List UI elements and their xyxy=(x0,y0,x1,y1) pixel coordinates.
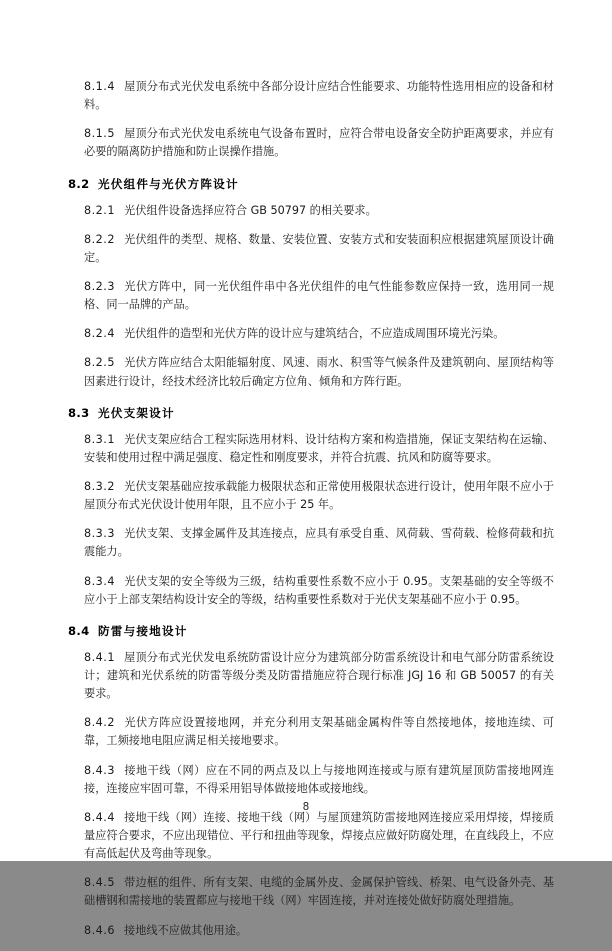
clause-number: 8.2.1 xyxy=(84,203,115,217)
clause-text: 屋顶分布式光伏发电系统中各部分设计应结合性能要求、功能特性选用相应的设备和材料。 xyxy=(84,80,554,112)
section-heading xyxy=(62,623,554,639)
clause-text: 屋顶分布式光伏发电系统电气设备布置时，应符合带电设备安全防护距离要求，并应有必要的隔离防护措施和防止误操作措施。 xyxy=(84,127,554,159)
clause-paragraph xyxy=(62,478,554,514)
clause-number: 8.4.5 xyxy=(84,876,115,890)
clause-number: 8.3.2 xyxy=(84,479,115,493)
section-number: 8.4 xyxy=(68,623,90,638)
clause-paragraph xyxy=(62,325,554,343)
clause-paragraph xyxy=(62,202,554,220)
clause-number: 8.2.4 xyxy=(84,327,115,341)
clause-paragraph xyxy=(62,78,554,114)
clause-text: 光伏支架、支撑金属件及其连接点，应具有承受自重、风荷载、雪荷载、检修荷载和抗震能力。 xyxy=(84,527,554,559)
section-heading xyxy=(62,176,554,192)
clause-number: 8.4.2 xyxy=(84,716,115,730)
clause-paragraph xyxy=(62,525,554,561)
section-title: 光伏支架设计 xyxy=(98,405,175,420)
clause-number: 8.4.6 xyxy=(84,923,115,937)
clause-number: 8.1.4 xyxy=(84,80,115,93)
clause-paragraph xyxy=(62,278,554,314)
clause-number: 8.4.4 xyxy=(84,810,115,824)
clause-paragraph xyxy=(62,649,554,703)
section-title: 防雷与接地设计 xyxy=(98,623,188,638)
clause-paragraph xyxy=(62,922,554,940)
clause-text: 光伏组件的类型、规格、数量、安装位置、安装方式和安装面积应根据建筑屋顶设计确定。 xyxy=(84,232,554,264)
section-heading xyxy=(62,405,554,421)
clause-text: 屋顶分布式光伏发电系统防雷设计应分为建筑部分防雷系统设计和电气部分防雷系统设计；建筑和光伏系统的防雷等级分类及防雷措施应符合现行标准 JGJ 16 和 GB 50057 的有关要求。 xyxy=(84,650,554,701)
clause-text: 光伏方阵应设置接地网，并充分利用支架基础金属构件等自然接地体，接地连续、可靠，工频接地电阻应满足相关接地要求。 xyxy=(84,716,554,748)
clause-text: 光伏支架应结合工程实际选用材料、设计结构方案和构造措施，保证支架结构在运输、安装和使用过程中满足强度、稳定性和刚度要求，并符合抗震、抗风和防腐等要求。 xyxy=(84,432,554,464)
clause-paragraph xyxy=(62,573,554,609)
clause-paragraph xyxy=(62,714,554,750)
clause-number: 8.4.1 xyxy=(84,650,115,664)
clause-paragraph xyxy=(62,874,554,910)
clause-text: 光伏方阵中，同一光伏组件串中各光伏组件的电气性能参数应保持一致，选用同一规格、同一品牌的产品。 xyxy=(84,279,554,312)
clause-paragraph xyxy=(62,125,554,161)
clause-number: 8.3.1 xyxy=(84,432,115,446)
clause-number: 8.2.5 xyxy=(84,356,115,370)
clause-number: 8.1.5 xyxy=(84,127,115,141)
clause-paragraph xyxy=(62,809,554,863)
clause-number: 8.2.3 xyxy=(84,279,115,293)
clause-number: 8.4.3 xyxy=(84,763,115,777)
clause-paragraph xyxy=(62,231,554,267)
clause-text: 接地干线（网）连接、接地干线（网）与屋顶建筑防雷接地网连接应采用焊接，焊接质量应符合要求，不应出现错位、平行和扭曲等现象，焊接点应做好防腐处理，在直线段上，不应有高低起伏及弯曲等现象。 xyxy=(84,810,554,861)
clause-number: 8.3.3 xyxy=(84,527,115,541)
clause-paragraph xyxy=(62,354,554,390)
clause-number: 8.3.4 xyxy=(84,574,115,588)
clause-text: 光伏组件设备选择应符合 GB 50797 的相关要求。 xyxy=(124,203,377,217)
section-number: 8.2 xyxy=(68,176,90,191)
clause-paragraph xyxy=(62,762,554,798)
section-number: 8.3 xyxy=(68,405,90,420)
clause-text: 光伏支架基础应按承载能力极限状态和正常使用极限状态进行设计，使用年限不应小于屋顶分布式光伏设计使用年限，且不应小于 25 年。 xyxy=(84,479,554,512)
clause-text: 光伏方阵应结合太阳能辐射度、风速、雨水、积雪等气候条件及建筑朝向、屋顶结构等因素进行设计，经技术经济比较后确定方位角、倾角和方阵行距。 xyxy=(84,356,554,388)
clause-text: 接地线不应做其他用途。 xyxy=(124,923,248,937)
page-content xyxy=(62,78,554,951)
clause-number: 8.2.2 xyxy=(84,232,115,246)
clause-text: 光伏组件的造型和光伏方阵的设计应与建筑结合，不应造成周围环境光污染。 xyxy=(124,327,505,341)
clause-text: 光伏支架的安全等级为三级，结构重要性系数不应小于 0.95。支架基础的安全等级不应小于上部支架结构设计安全的等级，结构重要性系数对于光伏支架基础不应小于 0.95。 xyxy=(84,574,554,606)
page-number: 8 xyxy=(302,801,310,813)
section-title: 光伏组件与光伏方阵设计 xyxy=(98,176,239,191)
clause-text: 带边框的组件、所有支架、电缆的金属外皮、金属保护管线、桥架、电气设备外壳、基础槽钢和需接地的装置都应与接地干线（网）牢固连接，并对连接处做好防腐处理措施。 xyxy=(84,876,554,908)
clause-paragraph xyxy=(62,431,554,467)
clause-text: 接地干线（网）应在不同的两点及以上与接地网连接或与原有建筑屋顶防雷接地网连接，连接应牢固可靠，不得采用铝导体做接地体或接地线。 xyxy=(84,763,554,795)
